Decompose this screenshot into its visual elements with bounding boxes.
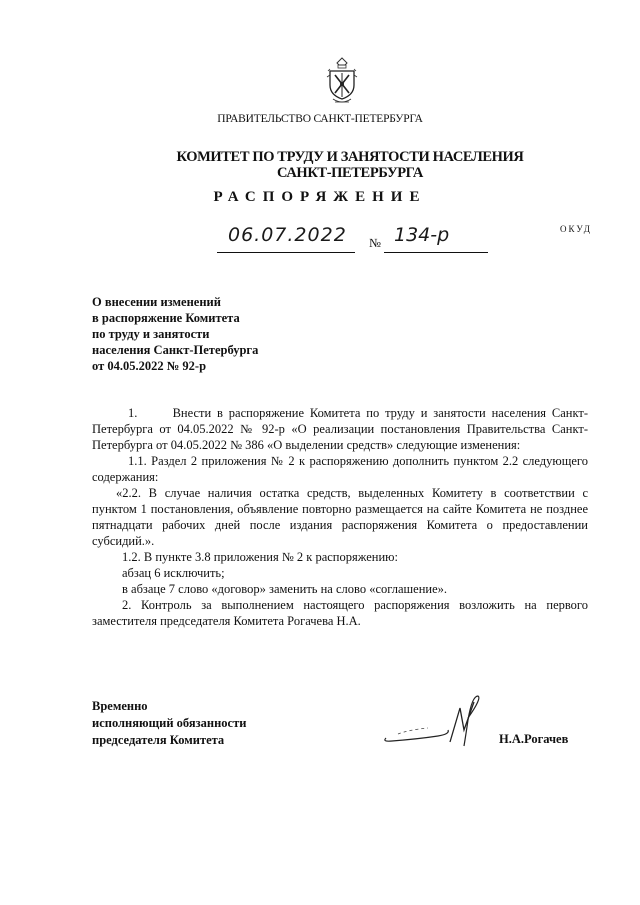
body-paragraph: 1.1. Раздел 2 приложения № 2 к распоряжению дополнить пунктом 2.2 следующего содержания: bbox=[92, 454, 588, 484]
government-title: ПРАВИТЕЛЬСТВО САНКТ-ПЕТЕРБУРГА bbox=[217, 113, 423, 125]
subject-line: от 04.05.2022 № 92-р bbox=[92, 359, 207, 373]
document-subject bbox=[92, 294, 332, 374]
signer-name: Н.А.Рогачев bbox=[499, 732, 569, 746]
number-label: № bbox=[369, 236, 381, 250]
signer-position bbox=[92, 698, 246, 749]
body-paragraph: 1. Внести в распоряжение Комитета по труду и занятости населения Санкт-Петербурга от 04.05.2022 № 92-р «О реализации постановления Правительства Санкт-Петербурга от 04.05.2022 № 386 «О выделении средств» следующие изменения: bbox=[92, 406, 588, 452]
subject-line: по труду и занятости bbox=[92, 327, 210, 341]
subject-line: в распоряжение Комитета bbox=[92, 311, 240, 325]
committee-title-line1: КОМИТЕТ ПО ТРУДУ И ЗАНЯТОСТИ НАСЕЛЕНИЯ bbox=[176, 149, 524, 165]
date-underline bbox=[217, 252, 355, 253]
handwritten-signature bbox=[378, 690, 498, 760]
subject-line: О внесении изменений bbox=[92, 295, 221, 309]
body-paragraph: абзац 6 исключить; bbox=[122, 566, 225, 580]
signer-position-line: Временно bbox=[92, 699, 148, 713]
signer-position-line: исполняющий обязанности bbox=[92, 716, 247, 730]
body-paragraph: «2.2. В случае наличия остатка средств, выделенных Комитету в соответствии с пунктом 1 постановления, объявление повторно размещается на сайте Комитета не позднее пятнадцати рабочих дней после издания распоряжения Комитета о предоставлении субсидий.». bbox=[92, 486, 588, 548]
handwritten-number: 134-р bbox=[394, 224, 450, 246]
okud-label: ОКУД bbox=[560, 224, 592, 234]
document-type-title: РАСПОРЯЖЕНИЕ bbox=[213, 189, 427, 205]
committee-title-line2: САНКТ-ПЕТЕРБУРГА bbox=[277, 165, 423, 181]
document-body bbox=[92, 405, 588, 629]
coat-of-arms-icon bbox=[325, 55, 359, 107]
body-paragraph: в абзаце 7 слово «договор» заменить на слово «соглашение». bbox=[122, 582, 448, 596]
committee-title bbox=[150, 149, 550, 181]
body-paragraph: 1.2. В пункте 3.8 приложения № 2 к распоряжению: bbox=[122, 550, 398, 564]
number-underline bbox=[384, 252, 488, 253]
subject-line: населения Санкт-Петербурга bbox=[92, 343, 259, 357]
handwritten-date: 06.07.2022 bbox=[228, 224, 347, 246]
body-paragraph: 2. Контроль за выполнением настоящего распоряжения возложить на первого заместителя председателя Комитета Рогачева Н.А. bbox=[92, 598, 588, 628]
signer-position-line: председателя Комитета bbox=[92, 733, 225, 747]
